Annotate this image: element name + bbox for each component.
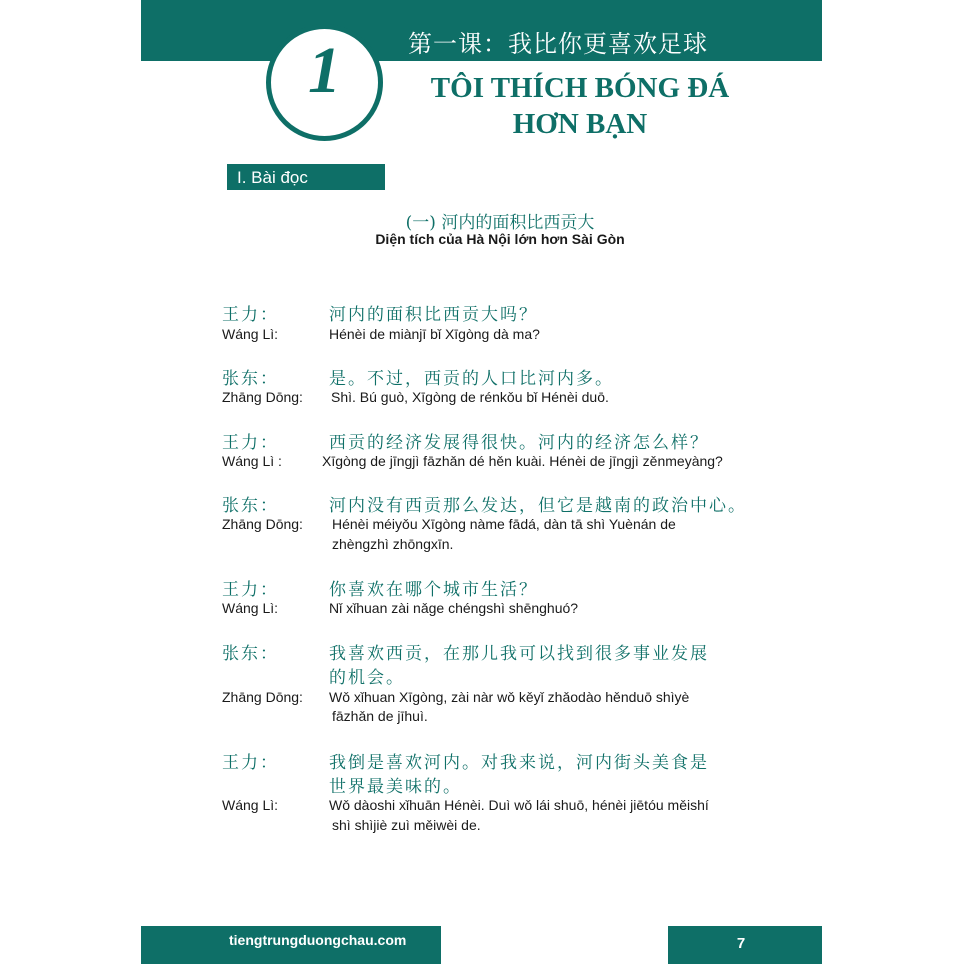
speaker-cn: 王力： [222, 753, 279, 773]
dialogue-line-pinyin: Xīgòng de jīngjì fāzhǎn dé hěn kuài. Hénèi de jīngjì zěnmeyàng? [322, 453, 723, 469]
speaker-cn: 张东： [222, 644, 279, 664]
speaker-pinyin: Zhāng Dōng: [222, 389, 303, 405]
lesson-title-cn: 第一课：我比你更喜欢足球 [408, 30, 708, 58]
dialogue-line-cn: 的机会。 [329, 668, 405, 688]
dialogue-line-pinyin: Hénèi méiyǒu Xīgòng nàme fādá, dàn tā shì Yuènán de [332, 516, 676, 532]
reading-title-cn: (一) 河内的面积比西贡大 [405, 213, 595, 233]
speaker-cn: 王力： [222, 305, 279, 325]
dialogue-line-cn: 是。不过，西贡的人口比河内多。 [329, 369, 614, 389]
speaker-cn: 张东： [222, 496, 279, 516]
lesson-number-badge [266, 24, 383, 141]
dialogue-line-pinyin: Hénèi de miànjī bǐ Xīgòng dà ma? [329, 326, 540, 342]
speaker-pinyin: Wáng Lì : [222, 453, 282, 469]
lesson-title-vn-line2: HƠN BẠN [512, 108, 648, 140]
speaker-pinyin: Wáng Lì: [222, 797, 279, 813]
footer-bar-right [668, 926, 822, 964]
dialogue-line-cn: 你喜欢在哪个城市生活？ [329, 580, 538, 600]
lesson-title-vn [400, 70, 760, 142]
dialogue-line-pinyin: Wǒ xǐhuan Xīgòng, zài nàr wǒ kěyǐ zhǎodào hěnduō shìyè [329, 689, 690, 705]
footer-bar-left [141, 926, 441, 964]
dialogue-line-pinyin: Wǒ dàoshi xǐhuān Hénèi. Duì wǒ lái shuō, hénèi jiētóu měishí [329, 797, 709, 813]
speaker-pinyin: Wáng Lì: [222, 326, 279, 342]
speaker-pinyin: Zhāng Dōng: [222, 689, 303, 705]
lesson-title-vn-line1: TÔI THÍCH BÓNG ĐÁ [430, 72, 730, 104]
dialogue-line-cn: 河内的面积比西贡大吗？ [329, 305, 538, 325]
dialogue-line-pinyin: Nǐ xǐhuan zài nǎge chéngshì shēnghuó? [329, 600, 579, 616]
section-heading [227, 164, 385, 190]
section-heading-label: I. Bài đọc [237, 168, 308, 187]
dialogue-line-pinyin: fāzhǎn de jīhuì. [332, 708, 428, 724]
footer-website: tiengtrungduongchau.com [229, 932, 407, 948]
speaker-cn: 张东： [222, 369, 279, 389]
dialogue-line-pinyin: shì shìjiè zuì měiwèi de. [332, 817, 481, 833]
lesson-number: 1 [308, 34, 341, 107]
speaker-pinyin: Wáng Lì: [222, 600, 279, 616]
speaker-cn: 王力： [222, 580, 279, 600]
dialogue-line-cn: 我喜欢西贡，在那儿我可以找到很多事业发展 [329, 644, 709, 664]
dialogue-line-cn: 世界最美味的。 [329, 777, 462, 797]
dialogue-line-cn: 河内没有西贡那么发达，但它是越南的政治中心。 [329, 496, 747, 516]
dialogue-line-pinyin: Shì. Bú guò, Xīgòng de rénkǒu bǐ Hénèi duō. [331, 389, 609, 405]
speaker-pinyin: Zhāng Dōng: [222, 516, 303, 532]
dialogue-line-pinyin: zhèngzhì zhōngxīn. [332, 536, 454, 552]
speaker-cn: 王力： [222, 433, 279, 453]
reading-title-vn: Diện tích của Hà Nội lớn hơn Sài Gòn [375, 231, 625, 247]
page-number: 7 [736, 935, 746, 952]
dialogue-line-cn: 我倒是喜欢河内。对我来说，河内街头美食是 [329, 753, 709, 773]
dialogue-line-cn: 西贡的经济发展得很快。河内的经济怎么样？ [329, 433, 709, 453]
